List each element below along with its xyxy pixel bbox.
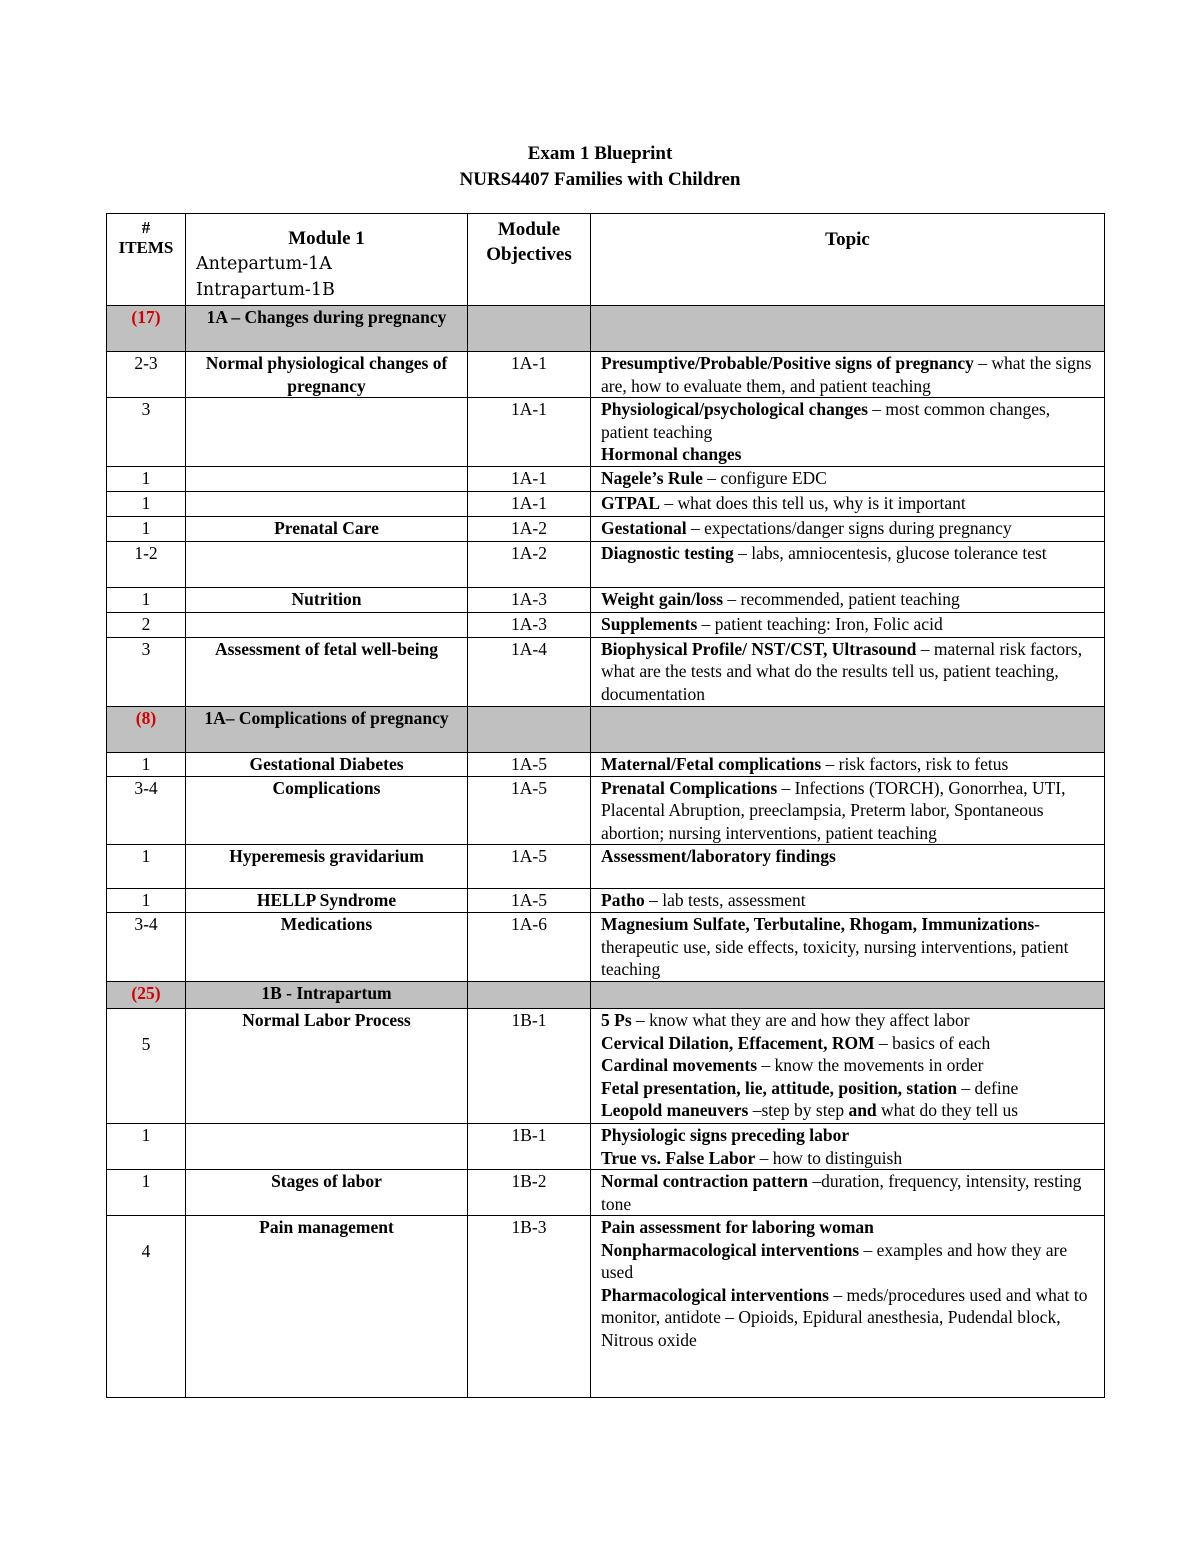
row-items: 2-3 <box>107 352 186 398</box>
section-row <box>107 706 1105 752</box>
table-row <box>107 752 1105 776</box>
row-topic: Patho – lab tests, assessment <box>591 889 1105 913</box>
row-topic: Supplements – patient teaching: Iron, Folic acid <box>591 612 1105 637</box>
row-module: Pain management <box>186 1216 468 1398</box>
row-topic: Physiological/psychological changes – most common changes, patient teaching Hormonal changes <box>591 398 1105 467</box>
row-topic: Gestational – expectations/danger signs during pregnancy <box>591 516 1105 541</box>
row-objective: 1B-3 <box>468 1216 591 1398</box>
row-items: 1 <box>107 889 186 913</box>
module-sub-intrapartum: Intrapartum-1B <box>196 279 335 300</box>
row-items: 1 <box>107 587 186 612</box>
section-count: (8) <box>107 706 186 752</box>
section-row <box>107 982 1105 1009</box>
row-module <box>186 491 468 516</box>
row-module: Stages of labor <box>186 1170 468 1216</box>
row-items: 1 <box>107 1124 186 1170</box>
row-items: 1 <box>107 752 186 776</box>
row-module: Medications <box>186 913 468 982</box>
row-items: 1-2 <box>107 541 186 587</box>
row-objective: 1A-5 <box>468 752 591 776</box>
section-title: 1A – Changes during pregnancy <box>186 306 468 352</box>
row-topic: Weight gain/loss – recommended, patient teaching <box>591 587 1105 612</box>
section-count: (25) <box>107 982 186 1009</box>
table-row <box>107 612 1105 637</box>
row-module <box>186 398 468 467</box>
row-objective: 1A-2 <box>468 541 591 587</box>
row-objective: 1A-2 <box>468 516 591 541</box>
row-module: Gestational Diabetes <box>186 752 468 776</box>
row-topic: Diagnostic testing – labs, amniocentesis, glucose tolerance test <box>591 541 1105 587</box>
row-objective: 1A-3 <box>468 612 591 637</box>
table-row <box>107 776 1105 845</box>
row-module: Prenatal Care <box>186 516 468 541</box>
table-row <box>107 889 1105 913</box>
table-row <box>107 1124 1105 1170</box>
row-module: Hyperemesis gravidarium <box>186 845 468 889</box>
table-row <box>107 587 1105 612</box>
row-topic: Nagele’s Rule – configure EDC <box>591 466 1105 491</box>
header-topic: Topic <box>591 214 1105 306</box>
row-items: 5 <box>107 1009 186 1124</box>
section-count: (17) <box>107 306 186 352</box>
row-objective: 1A-3 <box>468 587 591 612</box>
row-objective: 1A-6 <box>468 913 591 982</box>
row-objective: 1A-4 <box>468 637 591 706</box>
row-module: Normal physiological changes of pregnancy <box>186 352 468 398</box>
row-items: 1 <box>107 516 186 541</box>
row-module: Normal Labor Process <box>186 1009 468 1124</box>
row-topic: Maternal/Fetal complications – risk factors, risk to fetus <box>591 752 1105 776</box>
header-module: Module 1 Antepartum-1A Intrapartum-1B <box>186 214 468 306</box>
section-title: 1B - Intrapartum <box>186 982 468 1009</box>
row-objective: 1A-1 <box>468 352 591 398</box>
row-module: Nutrition <box>186 587 468 612</box>
table-row <box>107 516 1105 541</box>
row-items: 1 <box>107 1170 186 1216</box>
row-items: 3 <box>107 398 186 467</box>
module-sub-antepartum: Antepartum-1A <box>196 253 332 274</box>
table-row <box>107 1009 1105 1124</box>
row-topic: Biophysical Profile/ NST/CST, Ultrasound – maternal risk factors, what are the tests and what do the results tell us, patient teaching, documentation <box>591 637 1105 706</box>
row-topic: Physiologic signs preceding labor True vs. False Labor – how to distinguish <box>591 1124 1105 1170</box>
table-row <box>107 1216 1105 1398</box>
table-row <box>107 398 1105 467</box>
table-row <box>107 352 1105 398</box>
table-row <box>107 1170 1105 1216</box>
row-objective: 1B-1 <box>468 1009 591 1124</box>
row-items: 1 <box>107 491 186 516</box>
row-items: 1 <box>107 466 186 491</box>
table-row <box>107 466 1105 491</box>
table-row <box>107 913 1105 982</box>
document-subtitle: NURS4407 Families with Children <box>459 169 741 190</box>
row-topic: GTPAL – what does this tell us, why is it important <box>591 491 1105 516</box>
row-module: Assessment of fetal well-being <box>186 637 468 706</box>
row-objective: 1B-1 <box>468 1124 591 1170</box>
row-objective: 1A-1 <box>468 398 591 467</box>
table-row <box>107 845 1105 889</box>
table-row <box>107 541 1105 587</box>
section-title: 1A– Complications of pregnancy <box>186 706 468 752</box>
row-module <box>186 612 468 637</box>
row-topic: Presumptive/Probable/Positive signs of pregnancy – what the signs are, how to evaluate them, and patient teaching <box>591 352 1105 398</box>
row-module <box>186 1124 468 1170</box>
row-items: 1 <box>107 845 186 889</box>
row-module <box>186 541 468 587</box>
row-items: 3 <box>107 637 186 706</box>
row-items: 2 <box>107 612 186 637</box>
row-topic: Normal contraction pattern –duration, frequency, intensity, resting tone <box>591 1170 1105 1216</box>
row-items: 3-4 <box>107 776 186 845</box>
document-title: Exam 1 Blueprint <box>527 143 673 164</box>
row-objective: 1A-1 <box>468 491 591 516</box>
header-row <box>107 214 1105 306</box>
row-objective: 1A-5 <box>468 889 591 913</box>
row-topic: Magnesium Sulfate, Terbutaline, Rhogam, Immunizations- therapeutic use, side effects, toxicity, nursing interventions, patient teaching <box>591 913 1105 982</box>
row-module <box>186 466 468 491</box>
table-row <box>107 491 1105 516</box>
section-row <box>107 306 1105 352</box>
row-topic: 5 Ps – know what they are and how they affect labor Cervical Dilation, Effacement, ROM – basics of each Cardinal movements – know the movements in order Fetal presentation, lie, attitude, position, station – define Leopold maneuvers –step by step and what do they tell us <box>591 1009 1105 1124</box>
row-objective: 1B-2 <box>468 1170 591 1216</box>
row-objective: 1A-5 <box>468 776 591 845</box>
blueprint-table <box>106 213 1105 1398</box>
row-items: 3-4 <box>107 913 186 982</box>
row-topic: Pain assessment for laboring woman Nonpharmacological interventions – examples and how they are used Pharmacological interventions – meds/procedures used and what to monitor, antidote – Opioids, Epidural anesthesia, Pudendal block, Nitrous oxide <box>591 1216 1105 1398</box>
row-objective: 1A-5 <box>468 845 591 889</box>
header-objectives: Module Objectives <box>468 214 591 306</box>
header-items: # ITEMS <box>107 214 186 306</box>
row-topic: Assessment/laboratory findings <box>591 845 1105 889</box>
row-items: 4 <box>107 1216 186 1398</box>
row-module: HELLP Syndrome <box>186 889 468 913</box>
table-row <box>107 637 1105 706</box>
row-module: Complications <box>186 776 468 845</box>
row-topic: Prenatal Complications – Infections (TORCH), Gonorrhea, UTI, Placental Abruption, preeclampsia, Preterm labor, Spontaneous abortion; nursing interventions, patient teaching <box>591 776 1105 845</box>
row-objective: 1A-1 <box>468 466 591 491</box>
